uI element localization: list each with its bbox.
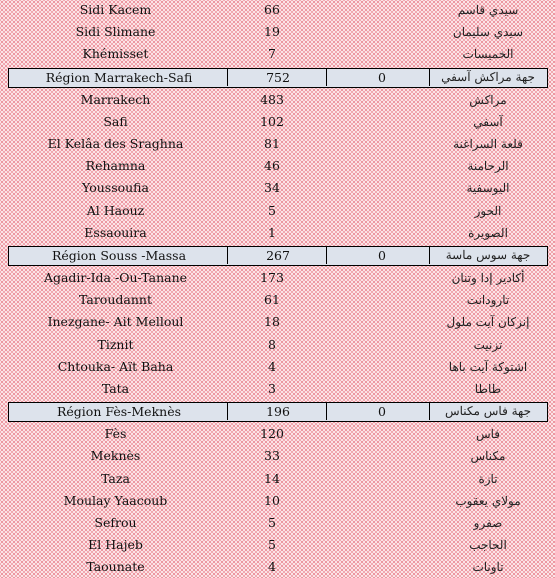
province-name-fr: Tiznit <box>97 336 134 352</box>
province-name-ar: إنزكان آيت ملول <box>446 315 530 330</box>
province-name-ar: تاونات <box>472 560 504 575</box>
table-row <box>0 289 555 311</box>
region-name-fr: Région Marrakech-Safi <box>45 69 193 85</box>
table-row <box>0 0 555 21</box>
province-name-fr: El Hajeb <box>88 537 143 553</box>
province-name-fr: Khémisset <box>82 46 149 62</box>
table-row <box>0 21 555 43</box>
table-row <box>0 468 555 490</box>
province-name-ar: سيدي قاسم <box>457 3 519 17</box>
table-row <box>0 512 555 534</box>
province-name-fr: Al Haouz <box>86 202 145 218</box>
province-count: 18 <box>264 314 280 330</box>
province-count: 34 <box>264 180 280 196</box>
table-row <box>0 43 555 65</box>
province-count: 10 <box>264 492 280 508</box>
province-name-fr: Sidi Kacem <box>79 2 152 17</box>
table-row <box>0 556 555 578</box>
table-row <box>0 356 555 378</box>
province-name-fr: Fès <box>104 426 127 442</box>
province-name-ar: مولاي يعقوب <box>455 493 521 508</box>
province-name-ar: طاطا <box>474 382 502 396</box>
province-count: 14 <box>264 470 280 486</box>
province-count: 33 <box>264 448 280 464</box>
table-row <box>0 267 555 289</box>
province-count: 120 <box>260 426 284 442</box>
region-name-fr: Région Fès-Meknès <box>56 404 182 420</box>
region-cell-divider <box>429 69 430 86</box>
province-name-fr: Sefrou <box>94 515 137 530</box>
province-name-ar: اشتوكة آيت باها <box>448 359 528 374</box>
region-header-row <box>8 68 548 88</box>
province-name-ar: تازة <box>478 471 498 486</box>
province-count: 46 <box>264 158 280 174</box>
province-name-fr: Tata <box>101 381 130 396</box>
region-zero-value: 0 <box>378 69 386 85</box>
table-row <box>0 200 555 222</box>
province-count: 5 <box>268 515 276 530</box>
province-name-ar: مكناس <box>470 449 506 464</box>
province-name-ar: الصويرة <box>468 225 508 240</box>
province-name-ar: سيدي سليمان <box>452 25 524 40</box>
region-cell-divider <box>429 247 430 264</box>
table-row <box>0 534 555 556</box>
region-cell-divider <box>326 69 327 86</box>
province-name-fr: Marrakech <box>80 91 151 107</box>
region-cell-divider <box>429 403 430 420</box>
table-row <box>0 155 555 177</box>
province-count: 4 <box>268 559 276 575</box>
region-cell-divider <box>227 403 228 420</box>
province-name-ar: فاس <box>475 427 501 442</box>
region-name-ar: جهة مراكش آسفي <box>441 69 535 84</box>
province-count: 66 <box>264 2 280 17</box>
region-zero-value: 0 <box>378 248 386 263</box>
region-name-ar: جهة فاس مكناس <box>444 404 532 419</box>
province-count: 7 <box>268 46 276 62</box>
region-cell-divider <box>326 247 327 264</box>
table-row <box>0 490 555 512</box>
table-row <box>0 423 555 445</box>
province-name-ar: اليوسفية <box>466 181 510 196</box>
province-count: 5 <box>268 537 276 553</box>
table-row <box>0 177 555 199</box>
province-name-ar: آسفي <box>473 114 503 129</box>
province-count: 19 <box>264 24 280 40</box>
province-name-fr: El Kelâa des Sraghna <box>47 136 184 151</box>
table-row <box>0 222 555 244</box>
province-count: 5 <box>268 202 276 218</box>
province-count: 81 <box>264 136 280 151</box>
province-name-fr: Taza <box>101 470 130 486</box>
region-total: 267 <box>266 248 290 263</box>
province-name-fr: Essaouira <box>84 224 147 240</box>
table-row <box>0 111 555 133</box>
province-count: 173 <box>260 270 284 285</box>
region-zero-value: 0 <box>378 404 386 420</box>
province-count: 8 <box>268 336 276 352</box>
province-name-ar: أكادير إدا وتنان <box>451 271 525 285</box>
province-name-ar: الخميسات <box>462 47 514 62</box>
province-count: 4 <box>268 358 276 374</box>
province-name-ar: صفرو <box>473 516 503 530</box>
province-name-fr: Inezgane- Ait Melloul <box>47 314 184 330</box>
province-count: 102 <box>260 113 284 129</box>
region-cell-divider <box>227 69 228 86</box>
province-count: 483 <box>260 91 284 107</box>
region-cell-divider <box>227 247 228 264</box>
region-total: 196 <box>266 404 290 420</box>
province-name-fr: Taroudannt <box>79 292 152 308</box>
province-name-ar: مراكش <box>469 92 507 107</box>
province-name-ar: الحوز <box>474 203 502 218</box>
region-header-row <box>8 402 548 422</box>
province-name-ar: الحاجب <box>469 538 507 553</box>
province-name-ar: قلعة السراغنة <box>453 137 523 151</box>
province-name-fr: Moulay Yaacoub <box>63 492 168 508</box>
province-name-fr: Youssoufia <box>82 180 149 196</box>
province-name-fr: Taounate <box>86 559 145 575</box>
province-name-ar: الرحامنة <box>467 159 509 174</box>
province-name-fr: Agadir-Ida -Ou-Tanane <box>43 270 188 285</box>
province-name-ar: تزنيت <box>473 337 503 352</box>
table-row <box>0 445 555 467</box>
province-name-fr: Safi <box>103 113 128 129</box>
province-name-fr: Rehamna <box>85 158 146 174</box>
table-row <box>0 133 555 155</box>
province-name-fr: Meknès <box>90 448 141 464</box>
table-row <box>0 378 555 400</box>
province-count: 1 <box>268 224 276 240</box>
province-name-fr: Chtouka- Aït Baha <box>57 358 174 374</box>
province-count: 3 <box>268 381 276 396</box>
region-name-fr: Région Souss -Massa <box>51 248 187 263</box>
table-row <box>0 334 555 356</box>
region-header-row <box>8 246 548 266</box>
region-cell-divider <box>326 403 327 420</box>
table-row <box>0 311 555 333</box>
province-count: 61 <box>264 292 280 308</box>
region-total: 752 <box>266 69 290 85</box>
province-name-fr: Sidi Slimane <box>75 24 156 40</box>
province-name-ar: تارودانت <box>466 293 510 308</box>
table-row <box>0 89 555 111</box>
region-name-ar: جهة سوس ماسة <box>445 248 531 262</box>
